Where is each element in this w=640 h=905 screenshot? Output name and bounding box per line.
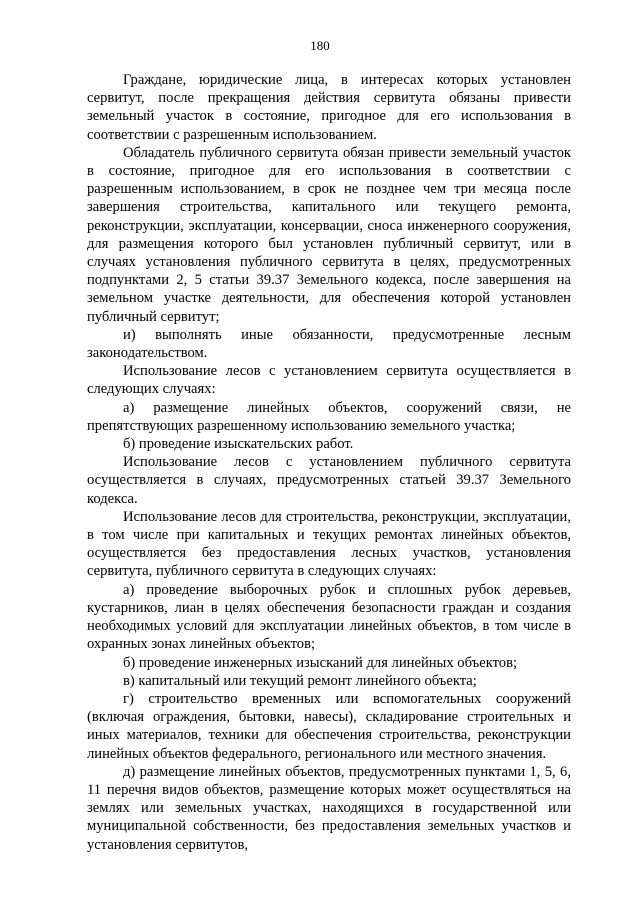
paragraph-item-i: и) выполнять иные обязанности, предусмотренные лесным законодательством. [87, 326, 571, 362]
paragraph-public-easement-obligation: Обладатель публичного сервитута обязан привести земельный участок в состояние, пригодное для его использования в соответствии с разрешенным использованием, в срок не позднее чем три месяца после завершения строительства, капитального или текущего ремонта, реконструкции, эксплуатации, консервации, сноса инженерного сооружения, для размещения которого был установлен публичный сервитут, или в случаях установления публичного сервитута в целях, предусмотренных подпунктами 2, 5 статьи 39.37 Земельного кодекса, после завершения на земельном участке деятельности, для обеспечения которой установлен публичный сервитут; [87, 144, 571, 325]
paragraph-linear-case-a: а) проведение выборочных рубок и сплошных рубок деревьев, кустарников, лиан в целях обеспечения безопасности граждан и создания необходимых условий для эксплуатации линейных объектов, в том числе в охранных зонах линейных объектов; [87, 581, 571, 653]
paragraph-linear-case-d: г) строительство временных или вспомогательных сооружений (включая ограждения, бытовки, навесы), складирование строительных и иных материалов, техники для обеспечения строительства, реконструкции линейных объектов федерального, регионального или местного значения. [87, 690, 571, 762]
paragraph-public-easement-cases: Использование лесов с установлением публичного сервитута осуществляется в случаях, предусмотренных статьей 39.37 Земельного кодекса. [87, 454, 571, 507]
page-number: 180 [310, 38, 330, 53]
paragraph-easement-case-a: а) размещение линейных объектов, сооружений связи, не препятствующих разрешенному использованию земельного участка; [87, 399, 571, 434]
document-body [87, 71, 571, 854]
paragraph-easement-cases-intro: Использование лесов с установлением сервитута осуществляется в следующих случаях: [87, 363, 571, 398]
paragraph-easement-restoration: Граждане, юридические лица, в интересах которых установлен сервитут, после прекращения действия сервитута обязаны привести земельный участок в состояние, пригодное для его использования в соответствии с разрешенным использованием. [87, 72, 571, 143]
paragraph-linear-objects-intro: Использование лесов для строительства, реконструкции, эксплуатации, в том числе при капитальных и текущих ремонтах линейных объектов, осуществляется без предоставления лесных участков, установления сервитута, публичного сервитута в следующих случаях: [87, 508, 571, 580]
paragraph-linear-case-b: б) проведение инженерных изысканий для линейных объектов; [123, 654, 518, 671]
paragraph-linear-case-c: в) капитальный или текущий ремонт линейного объекта; [123, 672, 477, 689]
paragraph-easement-case-b: б) проведение изыскательских работ. [123, 436, 354, 453]
paragraph-linear-case-e: д) размещение линейных объектов, предусмотренных пунктами 1, 5, 6, 11 перечня видов объектов, размещение которых может осуществляться на землях или земельных участках, находящихся в государственной или муниципальной собственности, без предоставления земельных участков и установления сервитутов, [87, 763, 571, 853]
